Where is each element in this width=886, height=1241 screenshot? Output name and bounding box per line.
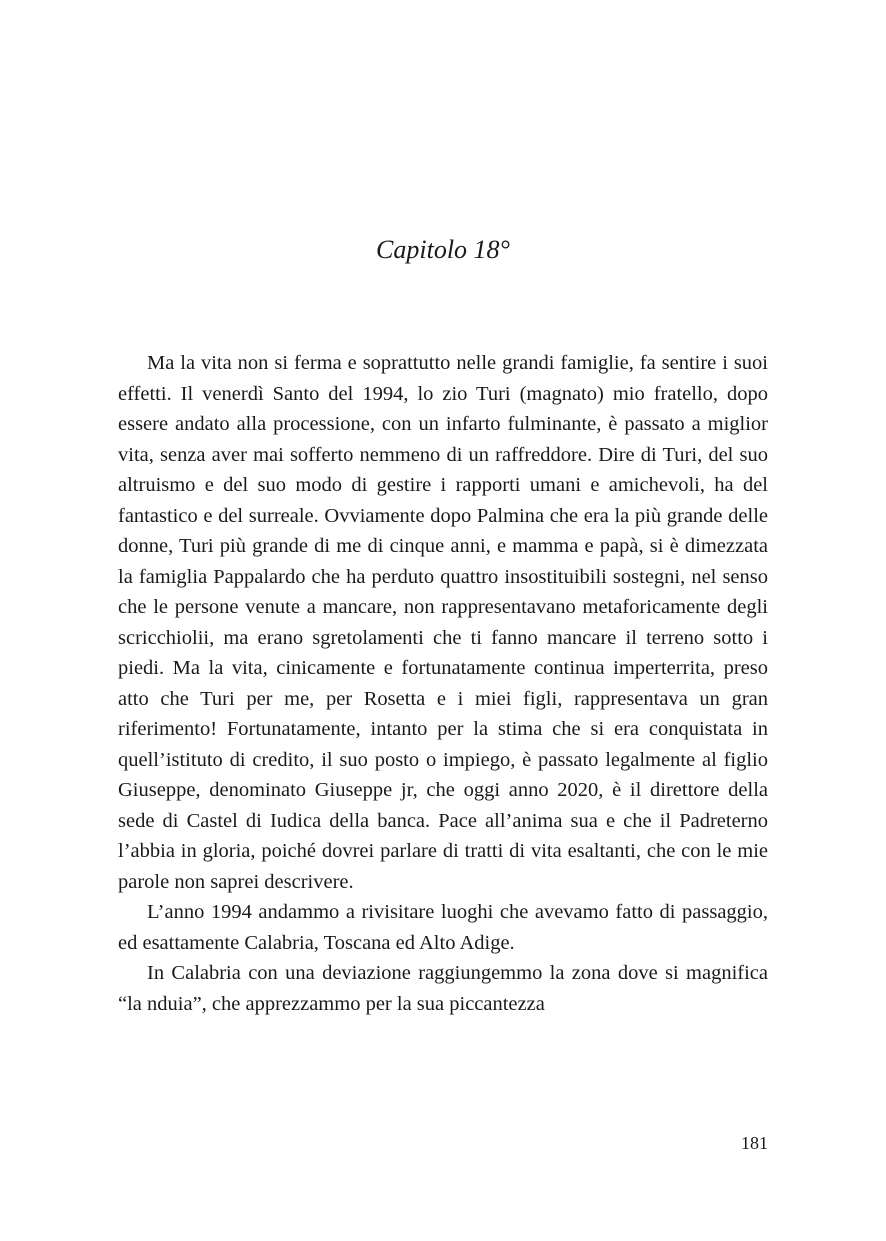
body-text xyxy=(118,348,768,1019)
paragraph: L’anno 1994 andammo a rivisitare luoghi che avevamo fatto di passaggio, ed esattamente Calabria, Toscana ed Alto Adige. xyxy=(118,901,768,954)
chapter-title: Capitolo 18° xyxy=(376,235,510,264)
paragraph: In Calabria con una deviazione raggiungemmo la zona dove si magnifica “la nduia”, che apprezzammo per la sua piccantezza xyxy=(118,962,768,1015)
page-number: 181 xyxy=(741,1133,768,1153)
paragraph: Ma la vita non si ferma e soprattutto nelle grandi famiglie, fa sentire i suoi effetti. Il venerdì Santo del 1994, lo zio Turi (magnato) mio fratello, dopo essere andato alla processione, con un infarto fulminante, è passato a miglior vita, senza aver mai sofferto nemmeno di un raffreddore. Dire di Turi, del suo altruismo e del suo modo di gestire i rapporti umani e amichevoli, ha del fantastico e del surreale. Ovviamente dopo Palmina che era la più grande delle donne, Turi più grande di me di cinque anni, e mamma e papà, si è dimezzata la famiglia Pappalardo che ha perduto quattro insostituibili sostegni, nel senso che le persone venute a mancare, non rappresentavano metaforicamente degli scricchiolii, ma erano sgretolamenti che ti fanno mancare il terreno sotto i piedi. Ma la vita, cinicamente e fortunatamente continua imperterrita, preso atto che Turi per me, per Rosetta e i miei figli, rappresentava un gran riferimento! Fortunatamente, intanto per la stima che si era conquistata in quell’istituto di credito, il suo posto o impiego, è passato legalmente al figlio Giuseppe, denominato Giuseppe jr, che oggi anno 2020, è il direttore della sede di Castel di Iudica della banca. Pace all’anima sua e che il Padreterno l’abbia in gloria, poiché dovrei parlare di tratti di vita esaltanti, che con le mie parole non saprei descrivere. xyxy=(118,352,768,893)
